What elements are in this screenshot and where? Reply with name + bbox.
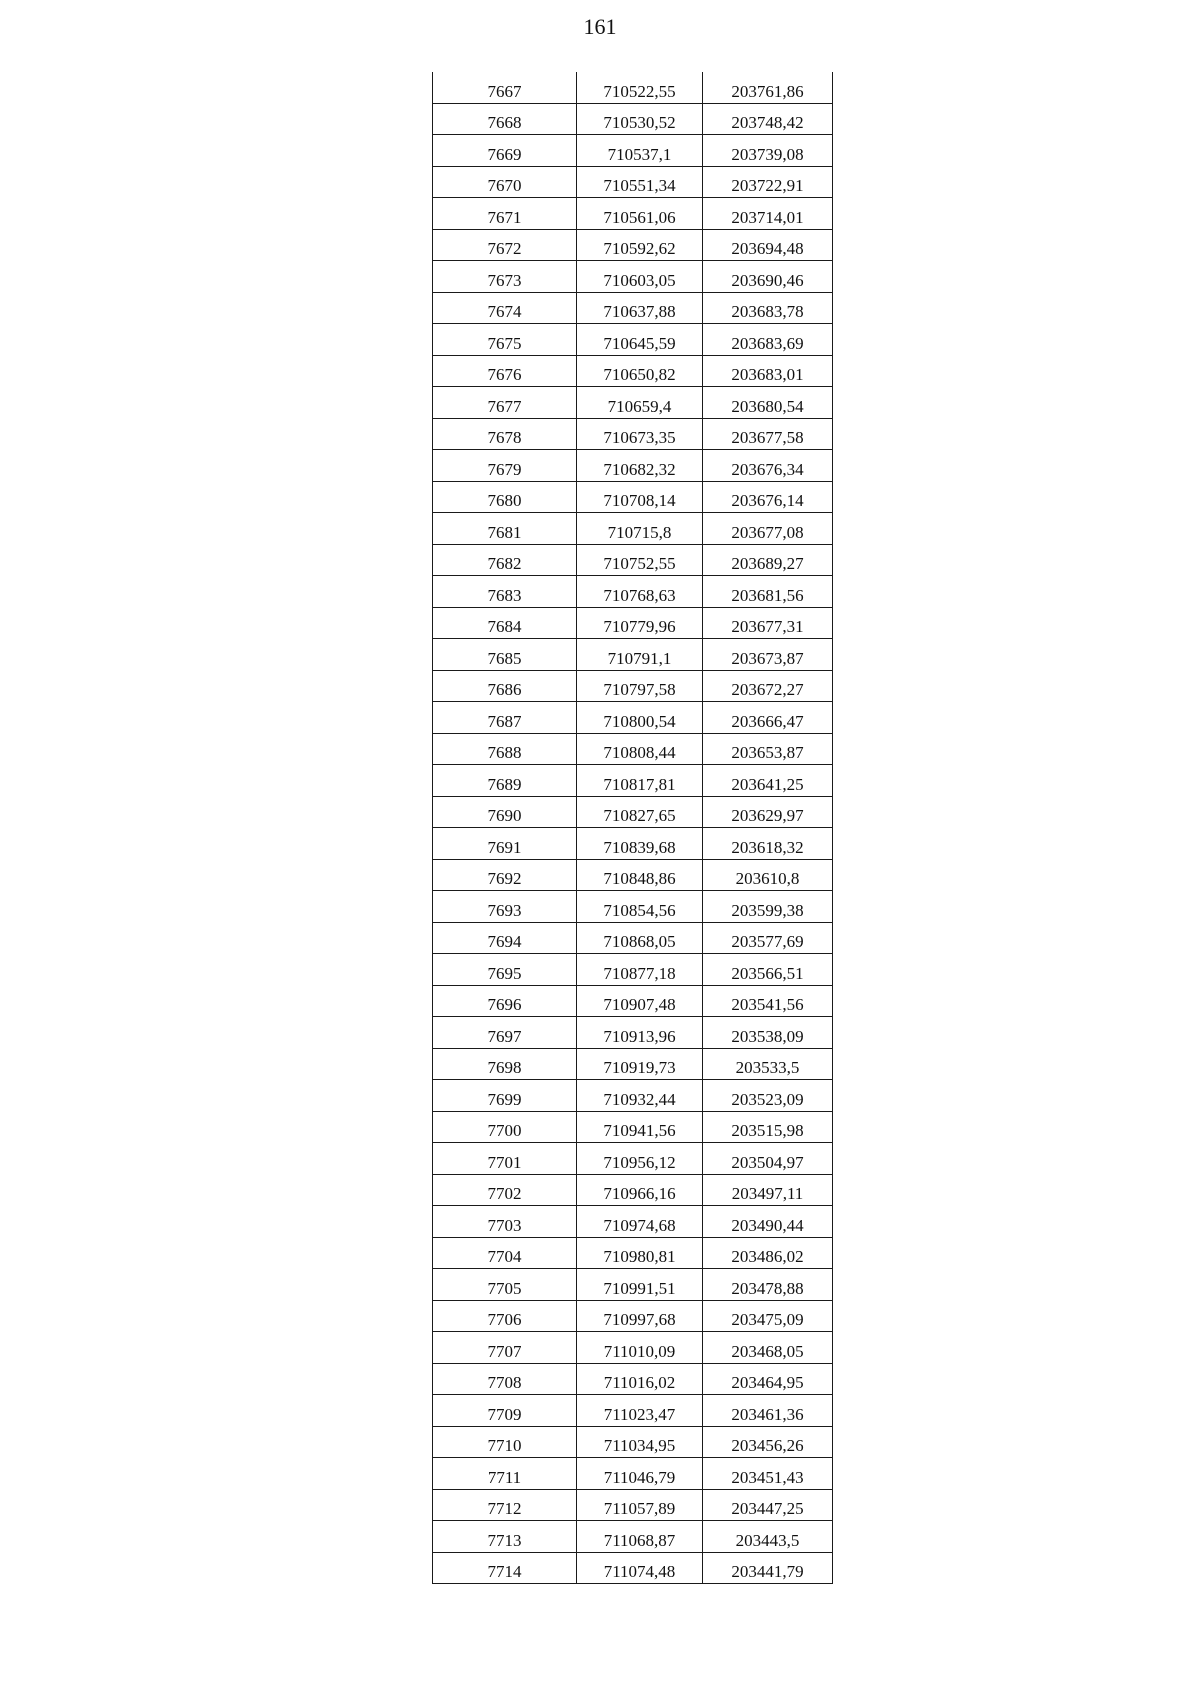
x-coordinate-cell: 711074,48: [577, 1552, 703, 1584]
point-number-cell: 7707: [433, 1332, 577, 1364]
x-coordinate-cell: 710752,55: [577, 544, 703, 576]
y-coordinate-cell: 203541,56: [703, 985, 833, 1017]
y-coordinate-cell: 203464,95: [703, 1363, 833, 1395]
x-coordinate-cell: 710603,05: [577, 261, 703, 293]
table-row: [433, 513, 833, 545]
point-number-cell: 7692: [433, 859, 577, 891]
point-number-cell: 7686: [433, 670, 577, 702]
y-coordinate-cell: 203676,14: [703, 481, 833, 513]
x-coordinate-cell: 710966,16: [577, 1174, 703, 1206]
x-coordinate-cell: 710839,68: [577, 828, 703, 860]
table-row: [433, 1048, 833, 1080]
y-coordinate-cell: 203629,97: [703, 796, 833, 828]
x-coordinate-cell: 710537,1: [577, 135, 703, 167]
table-row: [433, 1300, 833, 1332]
point-number-cell: 7673: [433, 261, 577, 293]
x-coordinate-cell: 710561,06: [577, 198, 703, 230]
x-coordinate-cell: 710913,96: [577, 1017, 703, 1049]
y-coordinate-cell: 203641,25: [703, 765, 833, 797]
y-coordinate-cell: 203673,87: [703, 639, 833, 671]
x-coordinate-cell: 710868,05: [577, 922, 703, 954]
point-number-cell: 7688: [433, 733, 577, 765]
y-coordinate-cell: 203504,97: [703, 1143, 833, 1175]
y-coordinate-cell: 203566,51: [703, 954, 833, 986]
y-coordinate-cell: 203618,32: [703, 828, 833, 860]
table-row: [433, 72, 833, 103]
table-row: [433, 355, 833, 387]
x-coordinate-cell: 710854,56: [577, 891, 703, 923]
x-coordinate-cell: 710637,88: [577, 292, 703, 324]
x-coordinate-cell: 710645,59: [577, 324, 703, 356]
y-coordinate-cell: 203451,43: [703, 1458, 833, 1490]
point-number-cell: 7675: [433, 324, 577, 356]
y-coordinate-cell: 203683,69: [703, 324, 833, 356]
x-coordinate-cell: 710800,54: [577, 702, 703, 734]
point-number-cell: 7712: [433, 1489, 577, 1521]
table-row: [433, 576, 833, 608]
table-row: [433, 481, 833, 513]
y-coordinate-cell: 203490,44: [703, 1206, 833, 1238]
point-number-cell: 7710: [433, 1426, 577, 1458]
x-coordinate-cell: 710791,1: [577, 639, 703, 671]
table-row: [433, 166, 833, 198]
table-row: [433, 544, 833, 576]
point-number-cell: 7694: [433, 922, 577, 954]
table-row: [433, 1332, 833, 1364]
y-coordinate-cell: 203475,09: [703, 1300, 833, 1332]
x-coordinate-cell: 710877,18: [577, 954, 703, 986]
x-coordinate-cell: 711046,79: [577, 1458, 703, 1490]
table-row: [433, 229, 833, 261]
point-number-cell: 7674: [433, 292, 577, 324]
point-number-cell: 7713: [433, 1521, 577, 1553]
point-number-cell: 7706: [433, 1300, 577, 1332]
table-row: [433, 135, 833, 167]
point-number-cell: 7695: [433, 954, 577, 986]
point-number-cell: 7697: [433, 1017, 577, 1049]
y-coordinate-cell: 203538,09: [703, 1017, 833, 1049]
y-coordinate-cell: 203680,54: [703, 387, 833, 419]
table-row: [433, 859, 833, 891]
point-number-cell: 7670: [433, 166, 577, 198]
table-row: [433, 607, 833, 639]
point-number-cell: 7680: [433, 481, 577, 513]
point-number-cell: 7679: [433, 450, 577, 482]
point-number-cell: 7671: [433, 198, 577, 230]
point-number-cell: 7700: [433, 1111, 577, 1143]
point-number-cell: 7682: [433, 544, 577, 576]
x-coordinate-cell: 710848,86: [577, 859, 703, 891]
point-number-cell: 7698: [433, 1048, 577, 1080]
x-coordinate-cell: 710808,44: [577, 733, 703, 765]
y-coordinate-cell: 203441,79: [703, 1552, 833, 1584]
x-coordinate-cell: 710522,55: [577, 72, 703, 103]
table-row: [433, 1269, 833, 1301]
y-coordinate-cell: 203683,78: [703, 292, 833, 324]
x-coordinate-cell: 710974,68: [577, 1206, 703, 1238]
x-coordinate-cell: 710551,34: [577, 166, 703, 198]
point-number-cell: 7668: [433, 103, 577, 135]
table-row: [433, 1521, 833, 1553]
y-coordinate-cell: 203694,48: [703, 229, 833, 261]
x-coordinate-cell: 710991,51: [577, 1269, 703, 1301]
y-coordinate-cell: 203666,47: [703, 702, 833, 734]
page-number: 161: [583, 14, 617, 39]
point-number-cell: 7711: [433, 1458, 577, 1490]
x-coordinate-cell: 711068,87: [577, 1521, 703, 1553]
y-coordinate-cell: 203714,01: [703, 198, 833, 230]
x-coordinate-cell: 711057,89: [577, 1489, 703, 1521]
x-coordinate-cell: 710768,63: [577, 576, 703, 608]
x-coordinate-cell: 710682,32: [577, 450, 703, 482]
y-coordinate-cell: 203447,25: [703, 1489, 833, 1521]
y-coordinate-cell: 203577,69: [703, 922, 833, 954]
table-row: [433, 765, 833, 797]
point-number-cell: 7699: [433, 1080, 577, 1112]
point-number-cell: 7676: [433, 355, 577, 387]
x-coordinate-cell: 710530,52: [577, 103, 703, 135]
table-row: [433, 1111, 833, 1143]
y-coordinate-cell: 203672,27: [703, 670, 833, 702]
y-coordinate-cell: 203468,05: [703, 1332, 833, 1364]
y-coordinate-cell: 203456,26: [703, 1426, 833, 1458]
coordinates-table-body: [433, 72, 833, 1584]
x-coordinate-cell: 710932,44: [577, 1080, 703, 1112]
point-number-cell: 7669: [433, 135, 577, 167]
table-row: [433, 1237, 833, 1269]
x-coordinate-cell: 710779,96: [577, 607, 703, 639]
x-coordinate-cell: 711023,47: [577, 1395, 703, 1427]
y-coordinate-cell: 203610,8: [703, 859, 833, 891]
table-row: [433, 261, 833, 293]
point-number-cell: 7677: [433, 387, 577, 419]
table-row: [433, 828, 833, 860]
table-row: [433, 1206, 833, 1238]
y-coordinate-cell: 203677,31: [703, 607, 833, 639]
table-row: [433, 702, 833, 734]
table-row: [433, 1174, 833, 1206]
point-number-cell: 7705: [433, 1269, 577, 1301]
point-number-cell: 7691: [433, 828, 577, 860]
point-number-cell: 7701: [433, 1143, 577, 1175]
point-number-cell: 7703: [433, 1206, 577, 1238]
point-number-cell: 7704: [433, 1237, 577, 1269]
point-number-cell: 7681: [433, 513, 577, 545]
table-row: [433, 198, 833, 230]
y-coordinate-cell: 203689,27: [703, 544, 833, 576]
point-number-cell: 7690: [433, 796, 577, 828]
x-coordinate-cell: 710827,65: [577, 796, 703, 828]
x-coordinate-cell: 710592,62: [577, 229, 703, 261]
table-row: [433, 450, 833, 482]
y-coordinate-cell: 203486,02: [703, 1237, 833, 1269]
table-row: [433, 1458, 833, 1490]
table-row: [433, 1489, 833, 1521]
y-coordinate-cell: 203739,08: [703, 135, 833, 167]
y-coordinate-cell: 203748,42: [703, 103, 833, 135]
table-row: [433, 954, 833, 986]
table-row: [433, 1143, 833, 1175]
x-coordinate-cell: 710956,12: [577, 1143, 703, 1175]
y-coordinate-cell: 203676,34: [703, 450, 833, 482]
table-row: [433, 1426, 833, 1458]
point-number-cell: 7672: [433, 229, 577, 261]
y-coordinate-cell: 203461,36: [703, 1395, 833, 1427]
table-row: [433, 985, 833, 1017]
y-coordinate-cell: 203677,08: [703, 513, 833, 545]
x-coordinate-cell: 710673,35: [577, 418, 703, 450]
point-number-cell: 7693: [433, 891, 577, 923]
x-coordinate-cell: 710659,4: [577, 387, 703, 419]
table-row: [433, 292, 833, 324]
y-coordinate-cell: 203523,09: [703, 1080, 833, 1112]
table-row: [433, 733, 833, 765]
x-coordinate-cell: 710907,48: [577, 985, 703, 1017]
point-number-cell: 7702: [433, 1174, 577, 1206]
y-coordinate-cell: 203497,11: [703, 1174, 833, 1206]
y-coordinate-cell: 203681,56: [703, 576, 833, 608]
table-row: [433, 1363, 833, 1395]
x-coordinate-cell: 710941,56: [577, 1111, 703, 1143]
y-coordinate-cell: 203677,58: [703, 418, 833, 450]
coordinates-table: [432, 72, 833, 1584]
x-coordinate-cell: 711010,09: [577, 1332, 703, 1364]
y-coordinate-cell: 203443,5: [703, 1521, 833, 1553]
y-coordinate-cell: 203515,98: [703, 1111, 833, 1143]
table-row: [433, 891, 833, 923]
x-coordinate-cell: 710817,81: [577, 765, 703, 797]
y-coordinate-cell: 203478,88: [703, 1269, 833, 1301]
table-row: [433, 670, 833, 702]
x-coordinate-cell: 710997,68: [577, 1300, 703, 1332]
y-coordinate-cell: 203533,5: [703, 1048, 833, 1080]
x-coordinate-cell: 711016,02: [577, 1363, 703, 1395]
x-coordinate-cell: 711034,95: [577, 1426, 703, 1458]
y-coordinate-cell: 203683,01: [703, 355, 833, 387]
point-number-cell: 7689: [433, 765, 577, 797]
point-number-cell: 7687: [433, 702, 577, 734]
y-coordinate-cell: 203690,46: [703, 261, 833, 293]
point-number-cell: 7683: [433, 576, 577, 608]
table-row: [433, 1552, 833, 1584]
table-row: [433, 922, 833, 954]
table-row: [433, 418, 833, 450]
y-coordinate-cell: 203599,38: [703, 891, 833, 923]
table-row: [433, 1080, 833, 1112]
y-coordinate-cell: 203653,87: [703, 733, 833, 765]
point-number-cell: 7709: [433, 1395, 577, 1427]
point-number-cell: 7696: [433, 985, 577, 1017]
point-number-cell: 7708: [433, 1363, 577, 1395]
y-coordinate-cell: 203722,91: [703, 166, 833, 198]
x-coordinate-cell: 710919,73: [577, 1048, 703, 1080]
table-row: [433, 796, 833, 828]
x-coordinate-cell: 710708,14: [577, 481, 703, 513]
point-number-cell: 7678: [433, 418, 577, 450]
table-row: [433, 324, 833, 356]
table-row: [433, 639, 833, 671]
table-row: [433, 387, 833, 419]
y-coordinate-cell: 203761,86: [703, 72, 833, 103]
x-coordinate-cell: 710715,8: [577, 513, 703, 545]
point-number-cell: 7685: [433, 639, 577, 671]
point-number-cell: 7714: [433, 1552, 577, 1584]
point-number-cell: 7684: [433, 607, 577, 639]
x-coordinate-cell: 710980,81: [577, 1237, 703, 1269]
point-number-cell: 7667: [433, 72, 577, 103]
table-row: [433, 1395, 833, 1427]
table-row: [433, 1017, 833, 1049]
table-row: [433, 103, 833, 135]
x-coordinate-cell: 710650,82: [577, 355, 703, 387]
x-coordinate-cell: 710797,58: [577, 670, 703, 702]
